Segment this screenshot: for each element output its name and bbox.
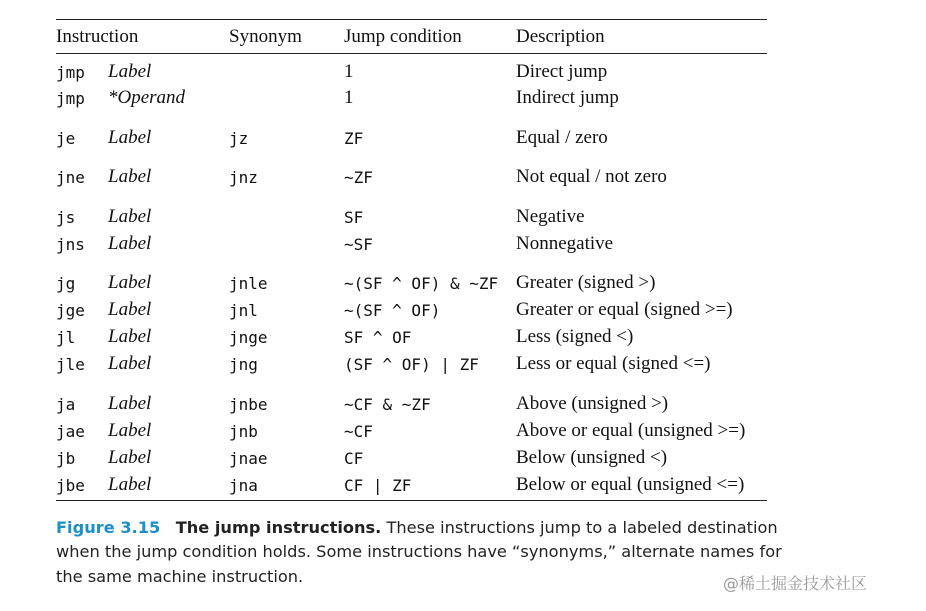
operand-cell: Label — [108, 272, 152, 293]
description-cell: Above (unsigned >) — [516, 393, 669, 414]
instruction-cell: jle — [56, 355, 85, 374]
watermark: @稀土掘金技术社区 — [723, 574, 868, 593]
condition-cell: CF | ZF — [344, 476, 412, 495]
condition-cell: SF — [344, 208, 364, 227]
instruction-cell: jmp — [56, 89, 85, 108]
header-description: Description — [516, 26, 605, 47]
condition-cell: ~SF — [344, 235, 373, 254]
operand-cell: *Operand — [108, 87, 186, 108]
table-top-rule — [56, 19, 767, 20]
header-instruction: Instruction — [56, 26, 139, 47]
operand-cell: Label — [108, 420, 152, 441]
description-cell: Less (signed <) — [516, 326, 634, 347]
synonym-cell: jnb — [229, 422, 258, 441]
operand-cell: Label — [108, 474, 152, 495]
operand-cell: Label — [108, 299, 152, 320]
description-cell: Greater or equal (signed >=) — [516, 299, 733, 320]
caption-text: These instructions jump to a labeled destination when the jump condition holds. Some instructions have “synonyms,” alternate names for the same machine instruction. — [56, 518, 782, 586]
instruction-cell: jb — [56, 449, 76, 468]
instruction-cell: jg — [56, 274, 76, 293]
condition-cell: ~(SF ^ OF) & ~ZF — [344, 274, 499, 293]
operand-cell: Label — [108, 166, 152, 187]
operand-cell: Label — [108, 393, 152, 414]
operand-cell: Label — [108, 447, 152, 468]
description-cell: Indirect jump — [516, 87, 619, 108]
synonym-cell: jnbe — [229, 395, 268, 414]
synonym-cell: jnl — [229, 301, 258, 320]
condition-cell: 1 — [344, 87, 354, 108]
condition-cell: (SF ^ OF) | ZF — [344, 355, 479, 374]
synonym-cell: jz — [229, 129, 249, 148]
operand-cell: Label — [108, 206, 152, 227]
instruction-cell: jne — [56, 168, 85, 187]
condition-cell: 1 — [344, 61, 354, 82]
condition-cell: ~(SF ^ OF) — [344, 301, 441, 320]
condition-cell: ~CF & ~ZF — [344, 395, 431, 414]
figure-caption — [56, 516, 796, 589]
synonym-cell: jnz — [229, 168, 258, 187]
condition-cell: CF — [344, 449, 364, 468]
condition-cell: ~CF — [344, 422, 373, 441]
instruction-cell: jns — [56, 235, 85, 254]
instruction-cell: jmp — [56, 63, 85, 82]
synonym-cell: jnae — [229, 449, 268, 468]
operand-cell: Label — [108, 61, 152, 82]
synonym-cell: jnle — [229, 274, 268, 293]
description-cell: Direct jump — [516, 61, 608, 82]
description-cell: Not equal / not zero — [516, 166, 667, 187]
header-jump-condition: Jump condition — [344, 26, 462, 47]
description-cell: Equal / zero — [516, 127, 608, 148]
instruction-cell: js — [56, 208, 76, 227]
condition-cell: ZF — [344, 129, 364, 148]
synonym-cell: jna — [229, 476, 258, 495]
description-cell: Negative — [516, 206, 585, 227]
header-synonym: Synonym — [229, 26, 302, 47]
instruction-cell: je — [56, 129, 76, 148]
caption-label: Figure 3.15 — [56, 518, 161, 537]
description-cell: Below (unsigned <) — [516, 447, 668, 468]
instruction-cell: jge — [56, 301, 85, 320]
instruction-cell: jl — [56, 328, 76, 347]
table-header-rule — [56, 53, 767, 54]
operand-cell: Label — [108, 233, 152, 254]
description-cell: Below or equal (unsigned <=) — [516, 474, 745, 495]
condition-cell: SF ^ OF — [344, 328, 412, 347]
description-cell: Nonnegative — [516, 233, 614, 254]
operand-cell: Label — [108, 326, 152, 347]
table-bottom-rule — [56, 500, 767, 501]
condition-cell: ~ZF — [344, 168, 373, 187]
synonym-cell: jnge — [229, 328, 268, 347]
operand-cell: Label — [108, 353, 152, 374]
instruction-cell: jbe — [56, 476, 85, 495]
caption-title: The jump instructions. — [175, 518, 382, 537]
instruction-cell: jae — [56, 422, 85, 441]
instruction-cell: ja — [56, 395, 76, 414]
operand-cell: Label — [108, 127, 152, 148]
synonym-cell: jng — [229, 355, 258, 374]
description-cell: Above or equal (unsigned >=) — [516, 420, 746, 441]
description-cell: Less or equal (signed <=) — [516, 353, 711, 374]
description-cell: Greater (signed >) — [516, 272, 656, 293]
